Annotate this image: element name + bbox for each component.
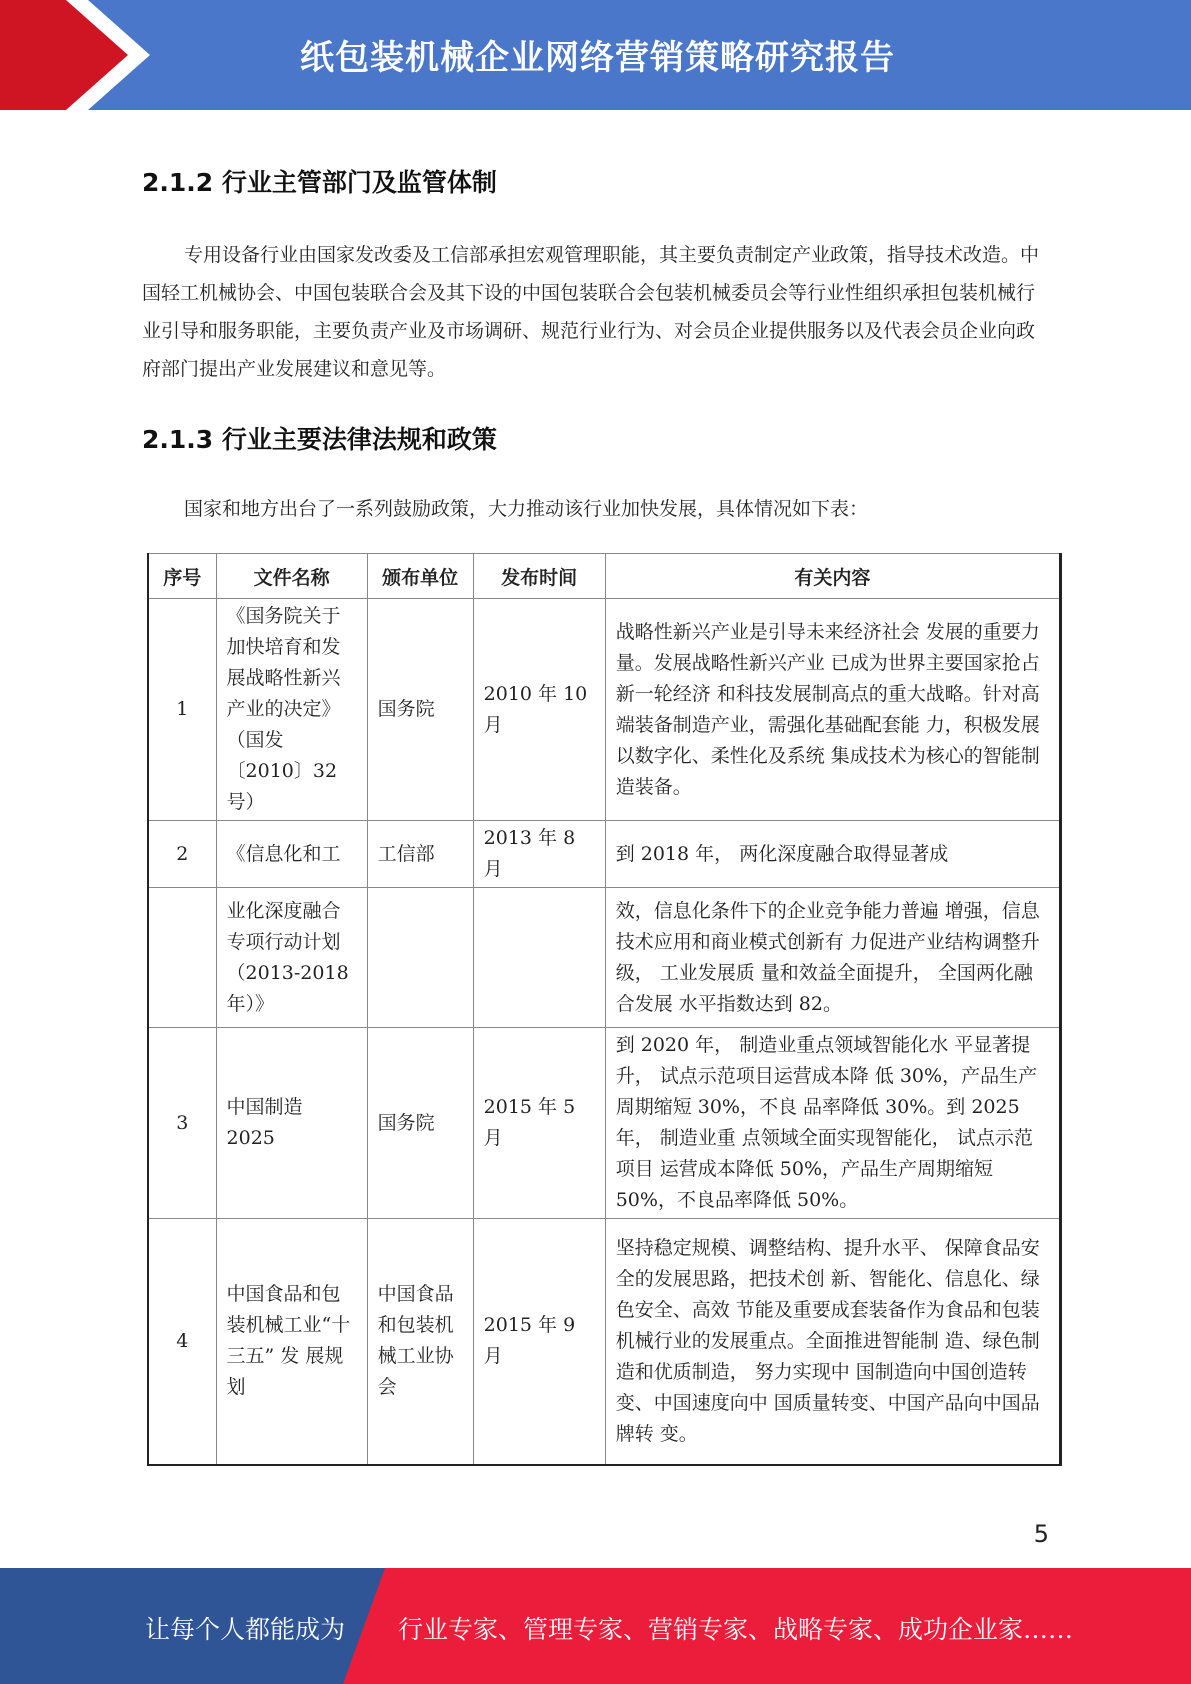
policy-table [147,553,1062,1466]
footer-slogan-right: 行业专家、管理专家、营销专家、战略专家、成功企业家…… [398,1615,1074,1644]
cell-date: 2015 年 5 月 [473,1028,605,1219]
cell-content: 到 2020 年， 制造业重点领域智能化水 平显著提升， 试点示范项目运营成本降 低 30%，产品生产周期缩短 30%，不良 品率降低 30%。到 2025 年， 制造业重 点领域全面实现智能化， 试点示范项目 运营成本降低 50%，产品生产周期缩短 50%，不良品率降低 50%。 [605,1028,1060,1219]
column-header-name: 文件名称 [216,554,367,599]
cell-no: 2 [148,821,216,888]
table-row [148,888,1061,1028]
cell-issuer: 国务院 [367,599,473,821]
table-row [148,1219,1061,1465]
column-header-no: 序号 [148,554,216,599]
column-header-content: 有关内容 [605,554,1060,599]
table-row [148,1028,1061,1219]
column-header-date: 发布时间 [473,554,605,599]
cell-issuer [367,888,473,1028]
report-title: 纸包装机械企业网络营销策略研究报告 [300,38,895,78]
cell-no: 4 [148,1219,216,1465]
cell-issuer: 中国食品和包装机械工业协会 [367,1219,473,1465]
cell-no: 3 [148,1028,216,1219]
section-intro-2-1-3: 国家和地方出台了一系列鼓励政策，大力推动该行业加快发展，具体情况如下表： [184,498,869,520]
cell-date: 2013 年 8 月 [473,821,605,888]
red-chevron-decoration [0,0,160,110]
cell-date [473,888,605,1028]
cell-no: 1 [148,599,216,821]
cell-date: 2015 年 9 月 [473,1219,605,1465]
cell-name: 中国制造 2025 [216,1028,367,1219]
cell-content: 坚持稳定规模、调整结构、提升水平、 保障食品安全的发展思路，把技术创 新、智能化、信息化、绿色安全、高效 节能及重要成套装备作为食品和包装 机械行业的发展重点。全面推进智能制 造、绿色制造和优质制造， 努力实现中 国制造向中国创造转变、中国速度向中 国质量转变、中国产品向中国品牌转 变。 [605,1219,1060,1465]
footer-slogan-left: 让每个人都能成为 [145,1615,346,1644]
page-number: 5 [1033,1520,1049,1548]
footer-banner [0,1568,1191,1684]
cell-issuer: 国务院 [367,1028,473,1219]
cell-issuer: 工信部 [367,821,473,888]
cell-name: 中国食品和包装机械工业“十三五” 发 展规划 [216,1219,367,1465]
section-heading-2-1-3: 2.1.3 行业主要法律法规和政策 [142,425,497,454]
table-row [148,821,1061,888]
column-header-issuer: 颁布单位 [367,554,473,599]
cell-no [148,888,216,1028]
section-heading-2-1-2: 2.1.2 行业主管部门及监管体制 [142,168,497,197]
table-row [148,599,1061,821]
cell-content: 到 2018 年， 两化深度融合取得显著成 [605,821,1060,888]
table-header-row [148,554,1061,599]
cell-name: 《信息化和工 [216,821,367,888]
cell-name: 《国务院关于加快培育和发展战略性新兴产业的决定》（国发〔2010〕32号） [216,599,367,821]
header-banner [0,0,1191,110]
cell-content: 效，信息化条件下的企业竞争能力普遍 增强，信息技术应用和商业模式创新有 力促进产业结构调整升级， 工业发展质 量和效益全面提升， 全国两化融合发展 水平指数达到 82。 [605,888,1060,1028]
cell-date: 2010 年 10 月 [473,599,605,821]
cell-name: 业化深度融合专项行动计划（2013-2018年）》 [216,888,367,1028]
cell-content: 战略性新兴产业是引导未来经济社会 发展的重要力量。发展战略性新兴产业 已成为世界主要国家抢占新一轮经济 和科技发展制高点的重大战略。针对高 端装备制造产业，需强化基础配套能 力，积极发展以数字化、柔性化及系统 集成技术为核心的智能制造装备。 [605,599,1060,821]
section-paragraph-2-1-2: 专用设备行业由国家发改委及工信部承担宏观管理职能，其主要负责制定产业政策，指导技术改造。中国轻工机械协会、中国包装联合会及其下设的中国包装联合会包装机械委员会等行业性组织承担包装机械行业引导和服务职能，主要负责产业及市场调研、规范行业行为、对会员企业提供服务以及代表会员企业向政府部门提出产业发展建议和意见等。 [142,244,1040,380]
